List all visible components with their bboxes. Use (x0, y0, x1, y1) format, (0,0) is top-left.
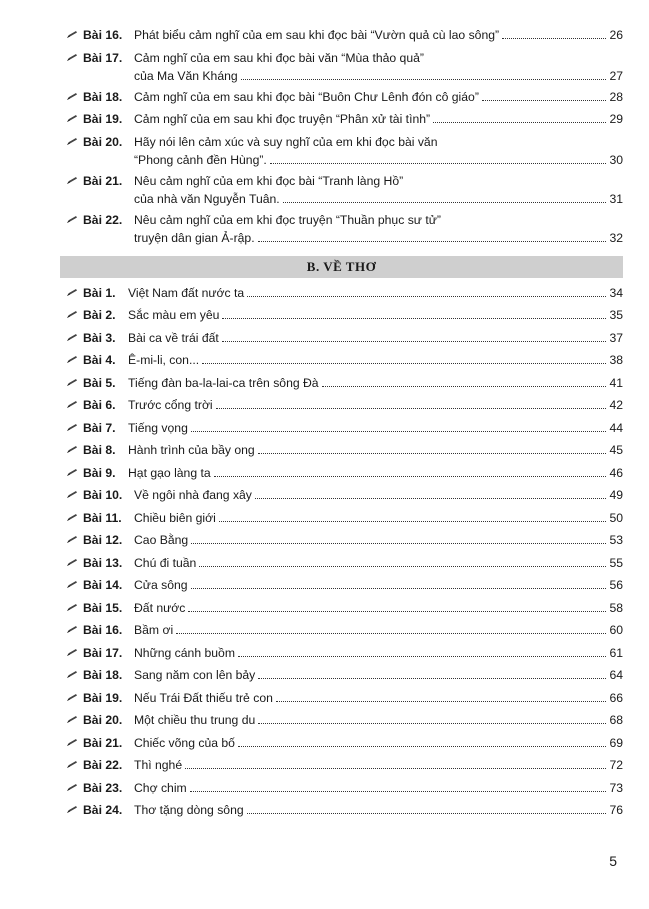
toc-entry-line (60, 621, 623, 639)
page-ref: 49 (609, 488, 623, 502)
pencil-icon (66, 468, 78, 478)
dot-leader (258, 241, 607, 242)
page-ref: 64 (609, 668, 623, 682)
toc-entry[interactable] (60, 306, 623, 329)
dot-leader (202, 363, 606, 364)
lesson-title: Bài ca về trái đất (128, 330, 219, 345)
dot-leader (191, 431, 607, 432)
toc-entry-line (60, 351, 623, 369)
pencil-icon (66, 423, 78, 433)
toc-entry[interactable] (60, 374, 623, 397)
lesson-number: Bài 19. (83, 112, 123, 126)
lesson-number: Bài 2. (83, 308, 116, 322)
lesson-number: Bài 23. (83, 780, 123, 795)
lesson-title: Cảm nghĩ của em sau khi đọc bài văn “Mùa thảo quả” (134, 50, 424, 65)
pencil-icon (66, 355, 78, 365)
lesson-title: Hạt gạo làng ta (128, 465, 211, 480)
lesson-number: Bài 7. (83, 420, 116, 435)
pencil-icon (66, 53, 78, 63)
toc-entry[interactable] (60, 711, 623, 734)
lesson-number: Bài 16. (83, 28, 123, 42)
toc-entry-line (60, 49, 623, 67)
lesson-title: Nếu Trái Đất thiếu trẻ con (134, 690, 273, 705)
lesson-title: Chợ chim (134, 780, 187, 795)
dot-leader (283, 202, 607, 203)
dot-leader (247, 813, 607, 814)
lesson-title: Trước cổng trời (128, 398, 213, 412)
toc-entry-line (60, 133, 623, 151)
page-ref: 31 (609, 191, 623, 206)
dot-leader (322, 386, 607, 387)
lesson-number: Bài 21. (83, 173, 123, 188)
page-ref: 26 (609, 28, 623, 42)
pencil-icon (66, 176, 78, 186)
lesson-number: Bài 12. (83, 533, 123, 547)
toc-entry-line (60, 554, 623, 572)
toc-entry-line (60, 441, 623, 459)
toc-entry[interactable] (60, 734, 623, 757)
toc-entry[interactable] (60, 396, 623, 419)
section-a-list (60, 26, 623, 250)
pencil-icon (66, 760, 78, 770)
toc-entry-line (60, 756, 623, 774)
pencil-icon (66, 783, 78, 793)
lesson-number: Bài 6. (83, 398, 116, 412)
toc-entry-line (60, 509, 623, 527)
toc-entry-line (60, 67, 623, 85)
lesson-number: Bài 18. (83, 668, 123, 682)
toc-entry-line (60, 689, 623, 707)
lesson-number: Bài 8. (83, 443, 116, 457)
lesson-title: Một chiều thu trung du (134, 713, 256, 727)
dot-leader (188, 611, 606, 612)
toc-entry[interactable] (60, 88, 623, 111)
dot-leader (214, 476, 607, 477)
lesson-number: Bài 10. (83, 488, 123, 502)
lesson-title: Chiếc võng của bố (134, 735, 235, 750)
pencil-icon (66, 603, 78, 613)
section-b-title: B. VỀ THƠ (306, 258, 377, 274)
lesson-number: Bài 5. (83, 375, 116, 390)
lesson-title: Cao Bằng (134, 533, 189, 547)
page-ref: 41 (609, 375, 623, 390)
toc-entry-line (60, 666, 623, 684)
lesson-title-cont: “Phong cảnh đền Hùng”. (134, 152, 267, 167)
page-ref: 32 (609, 230, 623, 245)
lesson-title: Phát biểu cảm nghĩ của em sau khi đọc bài “Vườn quả cù lao sông” (134, 28, 500, 42)
page-ref: 45 (609, 443, 623, 457)
lesson-title: Cảm nghĩ của em sau khi đọc bài “Buôn Chư Lênh đón cô giáo” (134, 89, 479, 104)
toc-entry[interactable] (60, 441, 623, 464)
toc-entry[interactable] (60, 133, 623, 172)
toc-entry-line (60, 329, 623, 347)
lesson-title: Bầm ơi (134, 623, 174, 637)
toc-entry[interactable] (60, 576, 623, 599)
lesson-title: Cảm nghĩ của em sau khi đọc truyện “Phân xử tài tình” (134, 112, 431, 126)
lesson-title: Đất nước (134, 600, 186, 615)
page-ref: 27 (609, 68, 623, 83)
page-ref: 73 (609, 780, 623, 795)
toc-entry[interactable] (60, 211, 623, 250)
pencil-icon (66, 738, 78, 748)
pencil-icon (66, 625, 78, 635)
toc-entry-line (60, 26, 623, 44)
toc-entry[interactable] (60, 172, 623, 211)
toc-entry-line (60, 531, 623, 549)
pencil-icon (66, 648, 78, 658)
dot-leader (191, 543, 606, 544)
lesson-title: Về ngôi nhà đang xây (134, 488, 252, 502)
toc-entry-line (60, 419, 623, 437)
lesson-title-cont: của nhà văn Nguyễn Tuân. (134, 191, 280, 206)
toc-entry-line (60, 190, 623, 208)
lesson-number: Bài 13. (83, 555, 123, 570)
lesson-number: Bài 19. (83, 690, 123, 705)
toc-entry-line (60, 486, 623, 504)
lesson-title: Những cánh buồm (134, 645, 235, 660)
lesson-number: Bài 17. (83, 50, 123, 65)
toc-entry-line (60, 110, 623, 128)
page-ref: 76 (609, 803, 623, 817)
toc-entry[interactable] (60, 621, 623, 644)
dot-leader (270, 163, 607, 164)
lesson-title: Nêu cảm nghĩ của em khi đọc bài “Tranh làng Hồ” (134, 173, 404, 188)
dot-leader (258, 723, 606, 724)
lesson-number: Bài 18. (83, 89, 123, 104)
pencil-icon (66, 670, 78, 680)
pencil-icon (66, 558, 78, 568)
lesson-number: Bài 22. (83, 212, 123, 227)
pencil-icon (66, 805, 78, 815)
toc-entry[interactable] (60, 599, 623, 622)
page-ref: 30 (609, 152, 623, 167)
page-ref: 34 (609, 285, 623, 300)
pencil-icon (66, 445, 78, 455)
dot-leader (258, 678, 606, 679)
toc-entry-line (60, 374, 623, 392)
pencil-icon (66, 490, 78, 500)
lesson-title: Nêu cảm nghĩ của em khi đọc truyện “Thuần phục sư tử” (134, 212, 441, 227)
lesson-number: Bài 24. (83, 803, 123, 817)
dot-leader (255, 498, 607, 499)
page-ref: 53 (609, 533, 623, 547)
lesson-number: Bài 3. (83, 330, 116, 345)
lesson-number: Bài 16. (83, 623, 123, 637)
lesson-title: Hãy nói lên cảm xúc và suy nghĩ của em khi đọc bài văn (134, 134, 438, 149)
page-ref: 68 (609, 713, 623, 727)
pencil-icon (66, 288, 78, 298)
toc-entry[interactable] (60, 26, 623, 49)
toc-entry[interactable] (60, 666, 623, 689)
lesson-number: Bài 20. (83, 134, 123, 149)
toc-entry[interactable] (60, 49, 623, 88)
toc-entry-line (60, 88, 623, 106)
toc-entry-line (60, 599, 623, 617)
lesson-number: Bài 21. (83, 735, 123, 750)
toc-entry[interactable] (60, 464, 623, 487)
lesson-title: Chú đi tuần (134, 555, 197, 570)
dot-leader (222, 341, 607, 342)
lesson-number: Bài 22. (83, 758, 123, 772)
dot-leader (216, 408, 607, 409)
page-ref: 58 (609, 600, 623, 615)
page-ref: 38 (609, 353, 623, 367)
dot-leader (190, 791, 607, 792)
toc-entry[interactable] (60, 284, 623, 307)
lesson-title: Tiếng vọng (128, 420, 188, 435)
lesson-number: Bài 15. (83, 600, 123, 615)
page-ref: 50 (609, 510, 623, 525)
pencil-icon (66, 137, 78, 147)
page-ref: 42 (609, 398, 623, 412)
pencil-icon (66, 30, 78, 40)
lesson-title-cont: truyện dân gian Ả-rập. (134, 230, 255, 245)
page-ref: 44 (609, 420, 623, 435)
toc-entry[interactable] (60, 486, 623, 509)
toc-entry-line (60, 284, 623, 302)
dot-leader (276, 701, 607, 702)
page-number: 5 (609, 853, 617, 869)
lesson-title: Thì nghé (134, 758, 183, 772)
toc-entry-line (60, 801, 623, 819)
toc-entry-line (60, 734, 623, 752)
page-ref: 55 (609, 555, 623, 570)
lesson-title: Thơ tặng dòng sông (134, 803, 244, 817)
lesson-title: Tiếng đàn ba-la-lai-ca trên sông Đà (128, 375, 319, 390)
lesson-number: Bài 17. (83, 645, 123, 660)
dot-leader (433, 122, 606, 123)
lesson-title: Sang năm con lên bảy (134, 668, 256, 682)
pencil-icon (66, 535, 78, 545)
toc-entry[interactable] (60, 531, 623, 554)
toc-entry[interactable] (60, 509, 623, 532)
dot-leader (191, 588, 607, 589)
page-ref: 37 (609, 330, 623, 345)
section-b-list (60, 284, 623, 824)
pencil-icon (66, 715, 78, 725)
lesson-number: Bài 11. (83, 510, 122, 525)
lesson-title: Hành trình của bầy ong (128, 443, 255, 457)
pencil-icon (66, 215, 78, 225)
section-b-header (60, 256, 623, 278)
lesson-title: Cửa sông (134, 578, 188, 592)
page-ref: 28 (609, 89, 623, 104)
lesson-number: Bài 9. (83, 465, 116, 480)
dot-leader (238, 656, 606, 657)
toc-entry-line (60, 644, 623, 662)
dot-leader (219, 521, 607, 522)
page-ref: 46 (609, 465, 623, 480)
dot-leader (185, 768, 606, 769)
toc-entry-line (60, 396, 623, 414)
page-ref: 69 (609, 735, 623, 750)
lesson-number: Bài 14. (83, 578, 123, 592)
dot-leader (199, 566, 606, 567)
dot-leader (502, 38, 606, 39)
pencil-icon (66, 580, 78, 590)
pencil-icon (66, 114, 78, 124)
lesson-number: Bài 4. (83, 353, 116, 367)
pencil-icon (66, 92, 78, 102)
toc-entry-line (60, 151, 623, 169)
lesson-title: Ê-mi-li, con... (128, 353, 200, 367)
toc-entry-line (60, 779, 623, 797)
page-ref: 29 (609, 112, 623, 126)
toc-entry[interactable] (60, 689, 623, 712)
page-ref: 60 (609, 623, 623, 637)
page-ref: 66 (609, 690, 623, 705)
lesson-title: Sắc màu em yêu (128, 308, 220, 322)
toc-entry[interactable] (60, 110, 623, 133)
toc-entry[interactable] (60, 419, 623, 442)
page-ref: 56 (609, 578, 623, 592)
table-of-contents (60, 26, 623, 824)
page-ref: 72 (609, 758, 623, 772)
lesson-number: Bài 20. (83, 713, 123, 727)
dot-leader (247, 296, 606, 297)
toc-entry[interactable] (60, 351, 623, 374)
pencil-icon (66, 333, 78, 343)
toc-entry-line (60, 172, 623, 190)
dot-leader (176, 633, 606, 634)
toc-entry-line (60, 464, 623, 482)
dot-leader (258, 453, 607, 454)
lesson-number: Bài 1. (83, 285, 116, 300)
pencil-icon (66, 513, 78, 523)
toc-entry[interactable] (60, 329, 623, 352)
toc-entry-line (60, 711, 623, 729)
toc-entry-line (60, 306, 623, 324)
pencil-icon (66, 693, 78, 703)
page-ref: 35 (609, 308, 623, 322)
lesson-title: Chiều biên giới (134, 510, 216, 525)
dot-leader (241, 79, 607, 80)
pencil-icon (66, 310, 78, 320)
lesson-title-cont: của Ma Văn Kháng (134, 68, 238, 83)
toc-entry[interactable] (60, 644, 623, 667)
toc-entry[interactable] (60, 756, 623, 779)
toc-entry-line (60, 229, 623, 247)
dot-leader (482, 100, 607, 101)
toc-entry[interactable] (60, 554, 623, 577)
lesson-title: Việt Nam đất nước ta (128, 285, 245, 300)
dot-leader (238, 746, 606, 747)
toc-entry-line (60, 576, 623, 594)
pencil-icon (66, 378, 78, 388)
toc-entry-line (60, 211, 623, 229)
toc-entry[interactable] (60, 779, 623, 802)
dot-leader (222, 318, 606, 319)
page-ref: 61 (609, 645, 623, 660)
toc-entry[interactable] (60, 801, 623, 824)
pencil-icon (66, 400, 78, 410)
